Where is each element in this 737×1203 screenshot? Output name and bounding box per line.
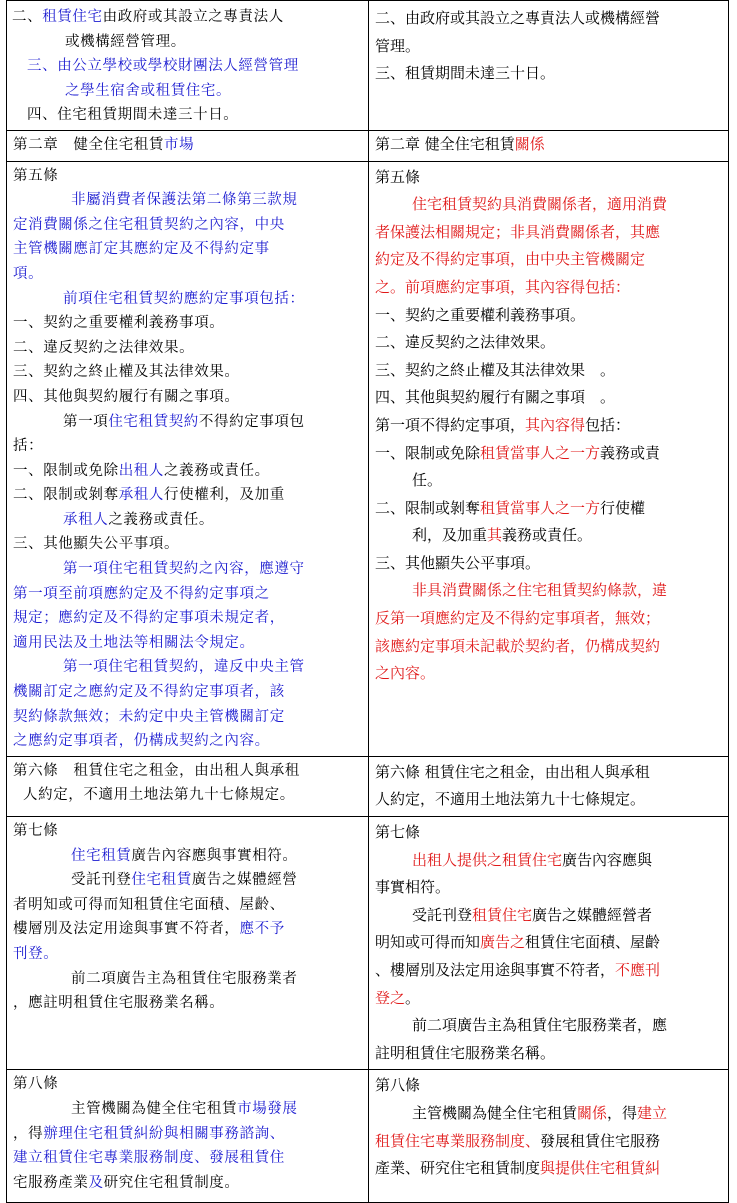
text-run: 該應約定事項未記載於契約者，仍構成契約 [375, 636, 661, 655]
draft-cell [7, 1, 369, 131]
text-run: 其內容得 [525, 415, 586, 434]
text-line [13, 188, 364, 213]
text-run: 非具消費關係之住宅租賃契約條款，違 [412, 581, 668, 600]
text-run: 出租人 [118, 462, 165, 479]
text-line [375, 819, 724, 847]
article-5-current [369, 161, 729, 756]
article-8-current [369, 1070, 729, 1203]
text-line [13, 483, 364, 508]
text-run: 管理。 [375, 36, 421, 55]
text-run: 市場 [164, 136, 195, 153]
text-run: 由政府或其設立之專責法人 [102, 9, 284, 25]
text-run: 市場發展 [237, 1100, 298, 1117]
text-run: 任。 [412, 471, 443, 490]
text-run: 受託刊登 [71, 872, 132, 889]
text-line [13, 311, 364, 336]
text-run: 租賃當事人之一方 [480, 498, 601, 517]
text-run: 第五條 [13, 167, 59, 184]
text-line [13, 410, 364, 435]
text-run: 三、由公立學校或學校財團法人經營管理 [27, 58, 299, 75]
text-run: 三、其他顯失公平事項。 [13, 536, 180, 553]
text-run: 二、限制或剝奪 [13, 487, 119, 504]
text-line [13, 893, 364, 918]
text-line [375, 1155, 724, 1183]
text-line [375, 577, 724, 605]
table-row [7, 756, 729, 816]
text-run: 住宅租賃 [71, 847, 132, 864]
text-run: 契約條款無效；未約定中央主管機關訂定 [13, 708, 285, 725]
text-line [13, 680, 364, 705]
text-run: 一、限制或免除 [375, 443, 481, 462]
text-line [375, 1012, 724, 1040]
text-line [13, 557, 364, 582]
text-run: 其 [487, 526, 503, 545]
text-run: 第六條 租賃住宅之租金，由出租人與承租 [13, 762, 300, 779]
text-line [375, 550, 724, 578]
text-line [375, 522, 724, 550]
text-run: 不得約定事項包 [198, 413, 305, 430]
article-6-current [369, 756, 729, 816]
text-line [13, 54, 364, 79]
text-line [13, 783, 364, 808]
text-line [13, 991, 364, 1016]
text-run: 行使權利，及加重 [164, 487, 285, 504]
text-run: 三、租賃期間未達三十日。 [375, 64, 556, 83]
text-run: 關係 [514, 134, 545, 153]
table-row [7, 130, 729, 161]
article-5-draft [7, 161, 369, 756]
text-run: 包括： [585, 415, 631, 434]
text-run: 宅服務產業 [13, 1174, 89, 1191]
text-run: 註明租賃住宅服務業名稱。 [375, 1043, 556, 1062]
text-line [375, 847, 724, 875]
text-run: 三、契約之終止權及其法律效果。 [13, 364, 240, 381]
text-run: 機關訂定之應約定及不得約定事項者，該 [13, 684, 285, 701]
text-run: 第一項住宅租賃契約之內容，應遵守 [63, 561, 305, 578]
text-run: 第八條 [13, 1076, 59, 1093]
text-run: 第七條 [13, 823, 59, 839]
text-line [375, 1128, 724, 1156]
text-run: 二、違反契約之法律效果。 [13, 339, 195, 356]
text-line [13, 1072, 364, 1097]
text-run: 登之 [375, 988, 406, 1007]
text-run: 第一項不得約定事項， [375, 415, 526, 434]
text-line [13, 336, 364, 361]
text-line [13, 582, 364, 607]
text-line [13, 508, 364, 533]
text-run: 、樓層別及法定用途與事實不符者， [375, 960, 616, 979]
text-run: 三、契約之終止權及其法律效果 。 [375, 360, 616, 379]
text-run: 約定及不得約定事項，由中央主管機關定 [375, 250, 646, 269]
text-run: 不應刊 [615, 960, 661, 979]
text-run: 租賃當事人之一方 [480, 443, 601, 462]
text-run: 第一項 [63, 413, 109, 430]
text-run: 人約定，不適用土地法第九十七條規定。 [23, 787, 295, 804]
text-line [13, 133, 364, 158]
text-run: 及 [88, 1174, 104, 1191]
text-run: 二、違反契約之法律效果。 [375, 333, 556, 352]
text-line [375, 33, 724, 61]
text-line [13, 967, 364, 992]
text-run: 之內容。 [375, 664, 436, 683]
text-run: 應不予 [239, 921, 285, 938]
text-line [13, 705, 364, 730]
text-line [13, 1171, 364, 1196]
text-line [375, 131, 724, 159]
text-run: 租賃住宅面積、屋齡 [525, 933, 661, 952]
text-run: 第八條 [375, 1076, 421, 1095]
text-run: ，應註明租賃住宅服務業名稱。 [13, 995, 225, 1012]
text-run: 定消費關係之住宅租賃契約之內容，中央 [13, 216, 285, 233]
text-line [13, 1122, 364, 1147]
text-line [13, 1146, 364, 1171]
text-run: 之學生宿舍或租賃住宅。 [65, 82, 232, 99]
text-run: ，得 [13, 1125, 44, 1142]
text-line [13, 459, 364, 484]
text-run: 辦理住宅租賃糾紛與相關事務諮詢、 [43, 1125, 285, 1142]
text-run: 刊登。 [13, 945, 59, 962]
comparison-table [6, 0, 729, 1203]
text-run: 一、契約之重要權利義務事項。 [13, 315, 225, 332]
text-line [13, 532, 364, 557]
text-run: 受託刊登 [412, 905, 473, 924]
text-line [375, 985, 724, 1013]
text-run: 之應約定事項者，仍構成契約之內容。 [13, 733, 270, 750]
text-line [375, 786, 724, 814]
text-line [375, 274, 724, 302]
text-line [375, 1100, 724, 1128]
text-line [13, 655, 364, 680]
text-line [375, 902, 724, 930]
text-run: 四、住宅租賃期間未達三十日。 [27, 107, 239, 124]
text-line [375, 191, 724, 219]
text-run: 第五條 [375, 167, 421, 186]
text-run: 出租人提供之租賃住宅 [412, 850, 563, 869]
text-run: 與提供住宅租賃糾 [540, 1159, 661, 1178]
text-run: 或機構經營管理。 [65, 33, 186, 50]
text-line [375, 329, 724, 357]
text-run: 廣告之媒體經營 [191, 872, 298, 889]
text-run: 發展租賃住宅服務 [540, 1131, 661, 1150]
text-line [13, 434, 364, 459]
text-line [13, 759, 364, 784]
text-run: 一、契約之重要權利義務事項。 [375, 305, 586, 324]
text-line [13, 819, 364, 844]
text-line [13, 917, 364, 942]
text-line [375, 874, 724, 902]
text-line [375, 759, 724, 787]
text-run: 者明知或可得而知租賃住宅面積、屋齡、 [13, 896, 285, 913]
text-run: 租賃住宅專業服務制度、 [375, 1131, 541, 1150]
text-line [375, 5, 724, 33]
text-line [13, 237, 364, 262]
text-line [13, 103, 364, 128]
text-run: 第二章 健全住宅租賃 [375, 134, 515, 153]
text-line [13, 213, 364, 238]
text-line [375, 164, 724, 192]
text-run: 之。前項應約定事項，其內容得包括： [375, 277, 631, 296]
chapter-heading [369, 130, 729, 161]
text-line [375, 495, 724, 523]
text-run: 適用民法及土地法等相關法令規定。 [13, 634, 255, 651]
text-run: 租賃住宅 [42, 9, 103, 25]
text-line [375, 467, 724, 495]
article-7-current [369, 817, 729, 1070]
article-7-draft [7, 817, 369, 1070]
text-line [375, 605, 724, 633]
text-run: 。 [405, 988, 421, 1007]
text-run: 利，及加重 [412, 526, 488, 545]
text-run: 一、限制或免除 [13, 462, 119, 479]
text-run: 廣告之媒體經營者 [532, 905, 653, 924]
text-run: 二、由政府或其設立之專責法人或機構經營 [375, 9, 661, 27]
text-line [375, 1072, 724, 1100]
text-line [13, 844, 364, 869]
text-run: 第一項至前項應約定及不得約定事項之 [13, 585, 270, 602]
text-run: 住宅租賃 [131, 872, 192, 889]
current-cell [369, 1, 729, 131]
text-run: 前項住宅租賃契約應約定事項包括： [63, 290, 305, 307]
text-run: 者保護法相關規定；非具消費關係者，其應 [375, 222, 661, 241]
text-line [13, 385, 364, 410]
text-run: 主管機關為健全住宅租賃 [412, 1103, 578, 1122]
text-run: 義務或責任。 [502, 526, 593, 545]
text-run: 義務或責 [600, 443, 661, 462]
text-run: 四、其他與契約履行有關之事項。 [13, 388, 240, 405]
text-run: 研究住宅租賃制度。 [103, 1174, 240, 1191]
text-run: 第七條 [375, 823, 421, 841]
text-line [375, 1040, 724, 1068]
text-line [375, 440, 724, 468]
text-run: 項。 [13, 265, 44, 282]
text-line [7, 5, 365, 30]
text-run: 事實相符。 [375, 878, 451, 897]
article-6-draft [7, 756, 369, 816]
text-line [13, 30, 364, 55]
text-line [13, 79, 364, 104]
text-run: 二、 [12, 9, 43, 25]
text-run: 之義務或責任。 [164, 462, 270, 479]
text-run: 人約定，不適用土地法第九十七條規定。 [375, 790, 646, 809]
text-line [13, 262, 364, 287]
text-run: 前二項廣告主為租賃住宅服務業者，應 [412, 1016, 668, 1035]
text-run: 廣告之 [480, 933, 526, 952]
text-run: 住宅租賃契約具消費關係者，適用消費 [412, 195, 668, 214]
table-row [7, 817, 729, 1070]
text-run: 第一項住宅租賃契約，違反中央主管 [63, 659, 305, 676]
text-line [13, 729, 364, 754]
text-line [375, 60, 724, 88]
text-run: 樓層別及法定用途與事實不符者， [13, 921, 240, 938]
text-run: 第六條 租賃住宅之租金，由出租人與承租 [375, 762, 650, 781]
text-run: 建立 [637, 1103, 668, 1122]
table-row [7, 1070, 729, 1203]
text-run: 關係 [577, 1103, 608, 1122]
text-run: 承租人 [118, 487, 165, 504]
text-line [13, 1097, 364, 1122]
text-run: 廣告內容應與事實相符。 [131, 847, 298, 864]
text-line [375, 957, 724, 985]
text-run: 主管機關應訂定其應約定及不得約定事 [13, 241, 270, 258]
text-line [375, 219, 724, 247]
text-line [375, 302, 724, 330]
text-run: 承租人 [63, 511, 109, 528]
text-run: 括： [13, 438, 44, 455]
text-line [13, 606, 364, 631]
text-line [13, 868, 364, 893]
text-run: 廣告內容應與 [562, 850, 653, 869]
text-line [375, 929, 724, 957]
text-run: 三、其他顯失公平事項。 [375, 553, 541, 572]
text-line [375, 633, 724, 661]
text-run: 主管機關為健全住宅租賃 [71, 1100, 238, 1117]
text-line [13, 942, 364, 967]
text-line [13, 360, 364, 385]
text-run: 建立租賃住宅專業服務制度、發展租賃住 [13, 1150, 285, 1167]
text-line [13, 164, 364, 189]
text-run: ，得 [607, 1103, 638, 1122]
article-8-draft [7, 1070, 369, 1203]
text-run: 租賃住宅 [472, 905, 533, 924]
text-line [375, 412, 724, 440]
text-run: 規定；應約定及不得約定事項未規定者， [13, 610, 285, 627]
text-line [375, 246, 724, 274]
text-run: 之義務或責任。 [108, 511, 215, 528]
chapter-heading [7, 130, 369, 161]
text-line [375, 357, 724, 385]
text-run: 反第一項應約定及不得約定事項者，無效； [375, 609, 661, 628]
text-run: 住宅租賃契約 [108, 413, 199, 430]
table-row [7, 161, 729, 756]
text-run: 非屬消費者保護法第二條第三款規 [71, 192, 298, 209]
text-line [375, 384, 724, 412]
text-line [13, 287, 364, 312]
table-row [7, 1, 729, 131]
text-run: 前二項廣告主為租賃住宅服務業者 [71, 970, 298, 987]
text-run: 四、其他與契約履行有關之事項 。 [375, 388, 616, 407]
text-run: 二、限制或剝奪 [375, 498, 481, 517]
text-run: 行使權 [600, 498, 646, 517]
text-run: 第二章 健全住宅租賃 [13, 136, 164, 153]
text-line [13, 631, 364, 656]
text-line [375, 660, 724, 688]
text-run: 產業、研究住宅租賃制度 [375, 1159, 541, 1178]
text-run: 明知或可得而知 [375, 933, 481, 952]
